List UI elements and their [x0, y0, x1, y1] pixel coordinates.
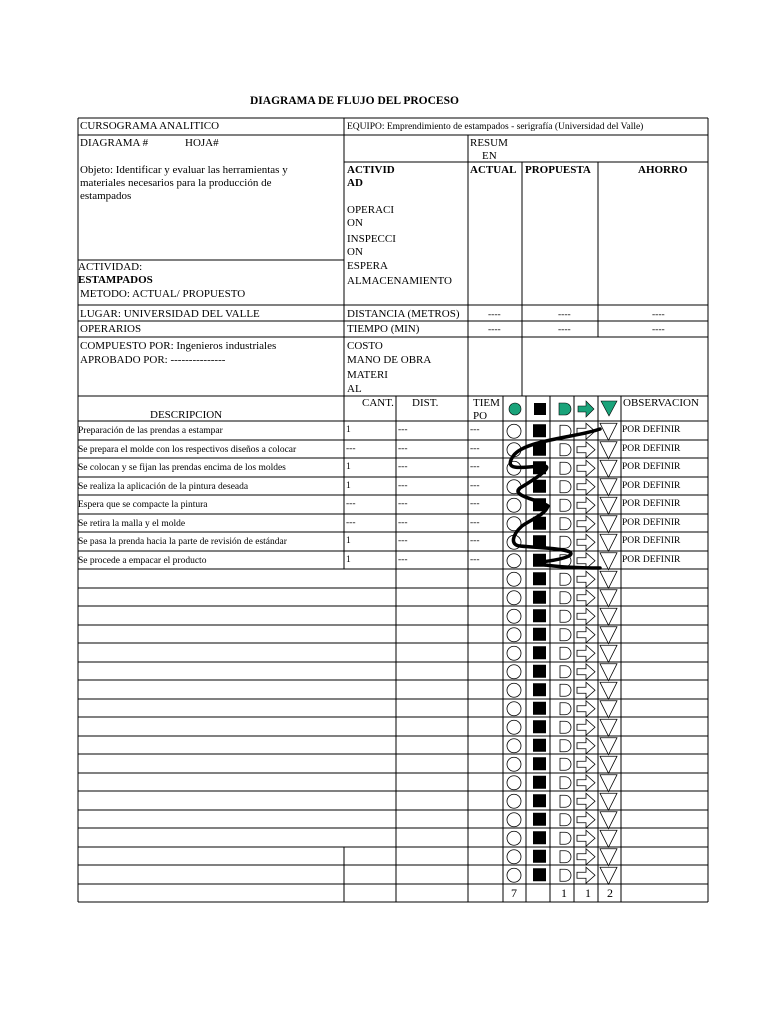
objetivo-line-3: estampados [80, 190, 132, 202]
inspection-square-icon [533, 646, 546, 659]
mano-obra-label: MANO DE OBRA [347, 354, 432, 366]
delay-d-icon [560, 832, 571, 844]
transport-arrow-icon [577, 516, 595, 532]
operation-circle-icon [507, 554, 521, 568]
material-label-2: AL [347, 383, 362, 395]
row-descripcion: Se prepara el molde con los respectivos diseños a colocar [78, 444, 297, 455]
row-tiempo: --- [470, 425, 480, 435]
storage-triangle-icon [600, 608, 617, 625]
transport-arrow-icon [577, 479, 595, 495]
row-dist: --- [398, 425, 408, 435]
hoja-label: HOJA# [185, 137, 219, 149]
inspection-square-icon [533, 739, 546, 752]
operation-circle-icon [507, 720, 521, 734]
transport-arrow-icon [577, 849, 595, 865]
cursograma-label: CURSOGRAMA ANALITICO [80, 120, 220, 132]
operation-circle-icon [507, 628, 521, 642]
row-observacion: POR DEFINIR [622, 425, 681, 435]
resumen-title-1: RESUM [470, 137, 508, 149]
row-cant: 1 [346, 480, 351, 491]
activity-inspeccion-2: ON [347, 246, 363, 258]
resumen-title-2: EN [482, 150, 497, 162]
row-cant: 1 [346, 536, 351, 546]
row-tiempo: --- [470, 480, 480, 491]
distancia-actual: ---- [488, 310, 501, 320]
transport-arrow-icon [577, 571, 595, 587]
inspection-square-icon [533, 794, 546, 807]
row-tiempo: --- [470, 536, 480, 546]
inspection-square-icon [533, 480, 546, 493]
storage-triangle-icon [600, 867, 617, 884]
operarios-label: OPERARIOS [80, 323, 142, 335]
row-tiempo: --- [470, 499, 480, 509]
total-count-2: 1 [561, 886, 567, 900]
row-descripcion: Espera que se compacte la pintura [78, 500, 208, 510]
row-descripcion: Se colocan y se fijan las prendas encima de los moldes [78, 463, 286, 473]
row-dist: --- [398, 517, 408, 528]
total-count-3: 1 [585, 886, 591, 900]
storage-triangle-icon [600, 497, 617, 514]
row-dist: --- [398, 536, 408, 546]
inspection-square-icon [533, 665, 546, 678]
delay-d-icon [560, 536, 571, 548]
costo-label: COSTO [347, 340, 383, 352]
delay-d-icon [560, 518, 571, 530]
dist-header: DIST. [412, 397, 439, 409]
row-cant: --- [346, 517, 356, 528]
operation-circle-icon [507, 831, 521, 845]
descripcion-header: DESCRIPCION [150, 409, 223, 421]
cant-header: CANT. [362, 397, 394, 409]
storage-header-icon [601, 401, 617, 416]
operation-circle-icon [507, 665, 521, 679]
transport-arrow-icon [577, 682, 595, 698]
transport-arrow-icon [577, 701, 595, 717]
storage-triangle-icon [600, 479, 617, 496]
delay-d-icon [560, 647, 571, 659]
transport-arrow-icon [577, 756, 595, 772]
total-count-0: 7 [511, 886, 517, 900]
inspection-square-icon [533, 628, 546, 641]
operation-circle-icon [507, 813, 521, 827]
storage-triangle-icon [600, 719, 617, 736]
transport-arrow-icon [577, 442, 595, 458]
transport-arrow-icon [577, 793, 595, 809]
equipo-label: EQUIPO: Emprendimiento de estampados - serigrafía (Universidad del Valle) [347, 122, 644, 132]
transport-arrow-icon [577, 738, 595, 754]
col-propuesta-header: PROPUESTA [525, 164, 591, 176]
row-tiempo: --- [470, 517, 480, 528]
storage-triangle-icon [600, 645, 617, 662]
objetivo-line-2: materiales necesarios para la producción de [80, 177, 272, 189]
inspection-square-icon [533, 776, 546, 789]
storage-triangle-icon [600, 682, 617, 699]
delay-d-icon [560, 462, 571, 474]
row-dist: --- [398, 499, 408, 509]
storage-triangle-icon [600, 553, 617, 570]
inspection-square-icon [533, 813, 546, 826]
transport-arrow-icon [577, 590, 595, 606]
row-cant: 1 [346, 425, 351, 435]
delay-d-icon [560, 721, 571, 733]
distancia-ahorro: ---- [652, 310, 665, 320]
storage-triangle-icon [600, 756, 617, 773]
activity-inspeccion-1: INSPECCI [347, 233, 396, 245]
operation-circle-icon [507, 739, 521, 753]
row-descripcion: Se procede a empacar el producto [78, 555, 207, 566]
delay-d-icon [560, 610, 571, 622]
diagrama-label: DIAGRAMA # [80, 137, 149, 149]
delay-header-icon [559, 403, 571, 415]
storage-triangle-icon [600, 812, 617, 829]
inspection-square-icon [533, 757, 546, 770]
operation-circle-icon [507, 776, 521, 790]
transport-arrow-icon [577, 719, 595, 735]
transport-arrow-icon [577, 867, 595, 883]
inspection-square-icon [533, 868, 546, 881]
resumen-actividad-1: ACTIVID [347, 164, 395, 176]
page-title: DIAGRAMA DE FLUJO DEL PROCESO [250, 95, 459, 107]
inspection-square-icon [533, 683, 546, 696]
transport-arrow-icon [577, 812, 595, 828]
transport-arrow-icon [577, 830, 595, 846]
delay-d-icon [560, 481, 571, 493]
row-observacion: POR DEFINIR [622, 499, 681, 509]
tiempo-propuesta: ---- [558, 325, 571, 335]
row-observacion: POR DEFINIR [622, 443, 681, 454]
inspection-square-icon [533, 720, 546, 733]
activity-almacenamiento: ALMACENAMIENTO [347, 275, 452, 287]
delay-d-icon [560, 629, 571, 641]
resumen-actividad-2: AD [347, 177, 363, 189]
storage-triangle-icon [600, 849, 617, 866]
tiempo-actual: ---- [488, 325, 501, 335]
row-observacion: POR DEFINIR [622, 480, 681, 491]
activity-operacion-2: ON [347, 217, 363, 229]
storage-triangle-icon [600, 738, 617, 755]
delay-d-icon [560, 573, 571, 585]
inspection-square-icon [533, 609, 546, 622]
storage-triangle-icon [600, 775, 617, 792]
aprobado-label: APROBADO POR: --------------- [80, 354, 226, 366]
inspection-square-icon [533, 702, 546, 715]
delay-d-icon [560, 814, 571, 826]
delay-d-icon [560, 777, 571, 789]
transport-arrow-icon [577, 534, 595, 550]
row-dist: --- [398, 480, 408, 491]
row-observacion: POR DEFINIR [622, 536, 681, 546]
total-count-4: 2 [607, 886, 613, 900]
delay-d-icon [560, 795, 571, 807]
operation-circle-icon [507, 683, 521, 697]
objetivo-line-1: Objeto: Identificar y evaluar las herramientas y [80, 164, 288, 176]
row-observacion: POR DEFINIR [622, 554, 681, 565]
transport-arrow-icon [577, 608, 595, 624]
delay-d-icon [560, 703, 571, 715]
delay-d-icon [560, 851, 571, 863]
metodo-label: METODO: ACTUAL/ PROPUESTO [80, 288, 246, 300]
row-cant: 1 [346, 554, 351, 565]
row-descripcion: Se realiza la aplicación de la pintura deseada [78, 481, 249, 492]
delay-d-icon [560, 684, 571, 696]
delay-d-icon [560, 499, 571, 511]
tiempo-ahorro: ---- [652, 325, 665, 335]
distancia-label: DISTANCIA (METROS) [347, 308, 460, 320]
storage-triangle-icon [600, 516, 617, 533]
operation-circle-icon [507, 609, 521, 623]
compuesto-label: COMPUESTO POR: Ingenieros industriales [80, 340, 277, 352]
operation-circle-icon [507, 591, 521, 605]
storage-triangle-icon [600, 664, 617, 681]
distancia-propuesta: ---- [558, 310, 571, 320]
activity-operacion-1: OPERACI [347, 204, 395, 216]
storage-triangle-icon [600, 571, 617, 588]
transport-arrow-icon [577, 497, 595, 513]
inspection-square-icon [533, 850, 546, 863]
storage-triangle-icon [600, 423, 617, 440]
storage-triangle-icon [600, 701, 617, 718]
row-tiempo: --- [470, 462, 480, 472]
inspection-square-icon [533, 572, 546, 585]
operation-circle-icon [507, 794, 521, 808]
tiempo-header-1: TIEM [473, 397, 500, 409]
operation-circle-icon [507, 850, 521, 864]
row-dist: --- [398, 554, 408, 565]
delay-d-icon [560, 592, 571, 604]
row-descripcion: Preparación de las prendas a estampar [78, 426, 223, 436]
activity-espera: ESPERA [347, 260, 388, 272]
row-tiempo: --- [470, 554, 480, 565]
inspection-header-icon [534, 403, 546, 415]
col-ahorro-header: AHORRO [638, 164, 688, 176]
tiempo-label: TIEMPO (MIN) [347, 323, 420, 335]
row-dist: --- [398, 462, 408, 472]
storage-triangle-icon [600, 460, 617, 477]
operation-circle-icon [507, 868, 521, 882]
transport-arrow-icon [577, 775, 595, 791]
operation-circle-icon [507, 572, 521, 586]
transport-arrow-icon [577, 645, 595, 661]
material-label-1: MATERI [347, 369, 388, 381]
operation-header-icon [509, 403, 521, 415]
delay-d-icon [560, 444, 571, 456]
transport-header-icon [578, 401, 594, 417]
row-cant: --- [346, 443, 356, 454]
transport-arrow-icon [577, 460, 595, 476]
operation-circle-icon [507, 702, 521, 716]
delay-d-icon [560, 740, 571, 752]
row-observacion: POR DEFINIR [622, 517, 681, 528]
inspection-square-icon [533, 591, 546, 604]
storage-triangle-icon [600, 830, 617, 847]
lugar-label: LUGAR: UNIVERSIDAD DEL VALLE [80, 308, 260, 320]
delay-d-icon [560, 758, 571, 770]
delay-d-icon [560, 666, 571, 678]
operation-circle-icon [507, 424, 521, 438]
row-tiempo: --- [470, 443, 480, 454]
tiempo-header-2: PO [473, 410, 488, 422]
inspection-square-icon [533, 424, 546, 437]
row-dist: --- [398, 443, 408, 454]
storage-triangle-icon [600, 793, 617, 810]
col-actual-header: ACTUAL [470, 164, 517, 176]
storage-triangle-icon [600, 590, 617, 607]
operation-circle-icon [507, 646, 521, 660]
row-cant: --- [346, 499, 356, 509]
operation-circle-icon [507, 757, 521, 771]
transport-arrow-icon [577, 627, 595, 643]
storage-triangle-icon [600, 534, 617, 551]
observacion-header: OBSERVACION [623, 397, 699, 409]
transport-arrow-icon [577, 664, 595, 680]
delay-d-icon [560, 869, 571, 881]
row-cant: 1 [346, 462, 351, 472]
inspection-square-icon [533, 831, 546, 844]
actividad-value: ESTAMPADOS [78, 274, 153, 286]
storage-triangle-icon [600, 442, 617, 459]
operation-circle-icon [507, 498, 521, 512]
row-observacion: POR DEFINIR [622, 462, 681, 472]
actividad-label: ACTIVIDAD: [78, 261, 143, 273]
storage-triangle-icon [600, 627, 617, 644]
row-descripcion: Se retira la malla y el molde [78, 518, 186, 529]
row-descripcion: Se pasa la prenda hacia la parte de revisión de estándar [78, 537, 287, 547]
